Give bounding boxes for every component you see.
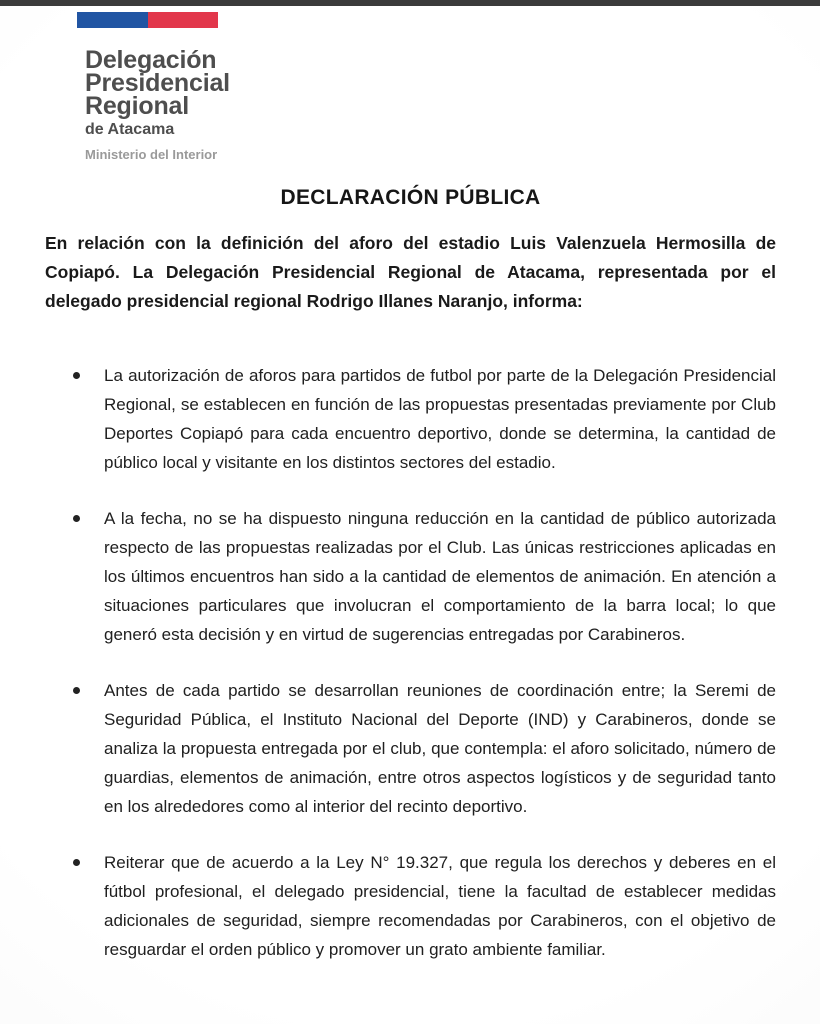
logo-line-presidencial: Presidencial [85, 69, 230, 97]
letterhead [77, 12, 230, 162]
flag-red-block [148, 12, 219, 28]
bullet-item-1 [45, 361, 776, 477]
bullet-icon [73, 859, 80, 866]
logo-ministry-label: Ministerio del Interior [85, 147, 218, 162]
logo-text-block [77, 46, 230, 162]
chile-flag-logo [77, 12, 218, 28]
bullet-text: La autorización de aforos para partidos de futbol por parte de la Delegación Presidencial Regional, se establecen en función de las propuestas presentadas previamente por Club Deportes Copiapó para cada encuentro deportivo, donde se determina, la cantidad de público local y visitante en los distintos sectores del estadio. [104, 366, 776, 472]
flag-blue-block [77, 12, 148, 28]
bullet-icon [73, 372, 80, 379]
bullet-text: Reiterar que de acuerdo a la Ley N° 19.327, que regula los derechos y deberes en el fútbol profesional, el delegado presidencial, tiene la facultad de establecer medidas adicionales de seguridad, siempre recomendadas por Carabineros, con el objetivo de resguardar el orden público y promover un grato ambiente familiar. [104, 853, 776, 959]
bullet-icon [73, 515, 80, 522]
bullet-item-4 [45, 848, 776, 964]
bullet-item-3 [45, 676, 776, 821]
bullet-item-2 [45, 504, 776, 649]
document-title: DECLARACIÓN PÚBLICA [280, 186, 541, 209]
bullet-text: A la fecha, no se ha dispuesto ninguna reducción en la cantidad de público autorizada respecto de las propuestas realizadas por el Club. Las únicas restricciones aplicadas en los últimos encuentros han sido a la cantidad de elementos de animación. En atención a situaciones particulares que involucran el comportamiento de la barra local; lo que generó esta decisión y en virtud de sugerencias entregadas por Carabineros. [104, 509, 776, 644]
intro-paragraph: En relación con la definición del aforo del estadio Luis Valenzuela Hermosilla de Copiapó. La Delegación Presidencial Regional de Atacama, representada por el delegado presidencial regional Rodrigo Illanes Naranjo, informa: [45, 233, 776, 311]
logo-region-label: de Atacama [85, 121, 175, 138]
logo-line-delegacion: Delegación [85, 46, 217, 74]
screenshot-top-edge [0, 0, 820, 6]
declaration-body [45, 186, 776, 991]
bullet-list [45, 361, 776, 964]
bullet-icon [73, 687, 80, 694]
bullet-text: Antes de cada partido se desarrollan reuniones de coordinación entre; la Seremi de Seguridad Pública, el Instituto Nacional del Deporte (IND) y Carabineros, donde se analiza la propuesta entregada por el club, que contempla: el aforo solicitado, número de guardias, elementos de animación, entre otros aspectos logísticos y de seguridad tanto en los alrededores como al interior del recinto deportivo. [104, 681, 776, 816]
logo-line-regional: Regional [85, 92, 189, 120]
